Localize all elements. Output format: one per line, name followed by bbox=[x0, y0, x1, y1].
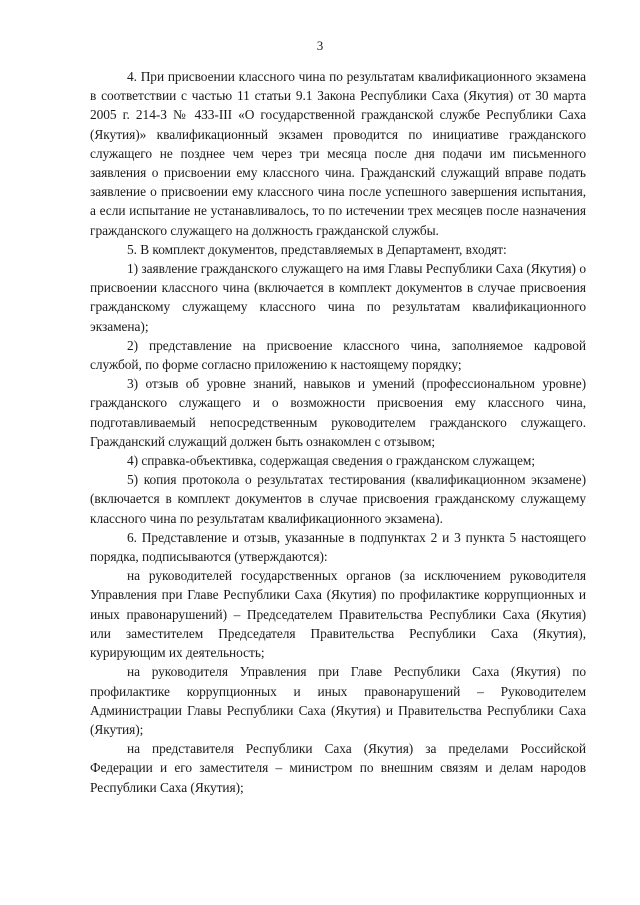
list-item-certificate: 4) справка-объективка, содержащая сведения о гражданском служащем; bbox=[127, 453, 536, 469]
signatory-item-agency-heads: на руководителей государственных органов (за исключением руководителя Управления при Главе Республики Саха (Якутия) по профилактике коррупционных и иных правонарушений) – Председателем Правительства Республики Саха (Якутия) или заместителем Председателя Правительства Республики Саха (Якутия), курирующим их деятельность; bbox=[90, 568, 586, 661]
list-item-review: 3) отзыв об уровне знаний, навыков и умений (профессиональном уровне) гражданского служащего и о возможности присвоения ему классного чина, подготавливаемый непосредственным руководителем гражданского служащего. Гражданский служащий должен быть ознакомлен с отзывом; bbox=[90, 376, 586, 449]
paragraph-5-heading: 5. В комплект документов, представляемых в Департамент, входят: bbox=[127, 241, 507, 257]
document-body bbox=[90, 67, 586, 797]
signatory-item-representative: на представителя Республики Саха (Якутия) за пределами Российской Федерации и его заместителя – министром по внешним связям и делам народов Республики Саха (Якутия); bbox=[90, 741, 586, 795]
paragraph-6-heading: 6. Представление и отзыв, указанные в подпунктах 2 и 3 пункта 5 настоящего порядка, подписываются (утверждаются): bbox=[90, 529, 586, 565]
signatory-item-anticorruption-head: на руководителя Управления при Главе Республики Саха (Якутия) по профилактике коррупционных и иных правонарушений – Руководителем Администрации Главы Республики Саха (Якутия) и Правительства Республики Саха (Якутия); bbox=[90, 664, 586, 737]
paragraph-4-exam-procedure: 4. При присвоении классного чина по результатам квалификационного экзамена в соответствии с частью 11 статьи 9.1 Закона Республики Саха (Якутия) от 30 марта 2005 г. 214-З № 433-III «О государственной гражданской службе Республики Саха (Якутия)» квалификационный экзамен проводится по инициативе гражданского служащего не позднее чем через три месяца после дня подачи им письменного заявления о присвоении ему классного чина. Гражданский служащий вправе подать заявление о присвоении ему классного чина после успешного завершения испытания, а если испытание не устанавливалось, то по истечении трех месяцев после назначения гражданского служащего на должность гражданской службы. bbox=[90, 69, 586, 238]
list-item-application: 1) заявление гражданского служащего на имя Главы Республики Саха (Якутия) о присвоении классного чина (включается в комплект документов в случае присвоения гражданскому служащему классного чина по результатам квалификационного экзамена); bbox=[90, 261, 586, 334]
page-number: 3 bbox=[316, 38, 324, 53]
list-item-submission: 2) представление на присвоение классного чина, заполняемое кадровой службой, по форме согласно приложению к настоящему порядку; bbox=[90, 337, 586, 373]
list-item-protocol-copy: 5) копия протокола о результатах тестирования (квалификационном экзамене) (включается в комплект документов в случае присвоения гражданскому служащему классного чина по результатам квалификационного экзамена). bbox=[90, 472, 586, 526]
